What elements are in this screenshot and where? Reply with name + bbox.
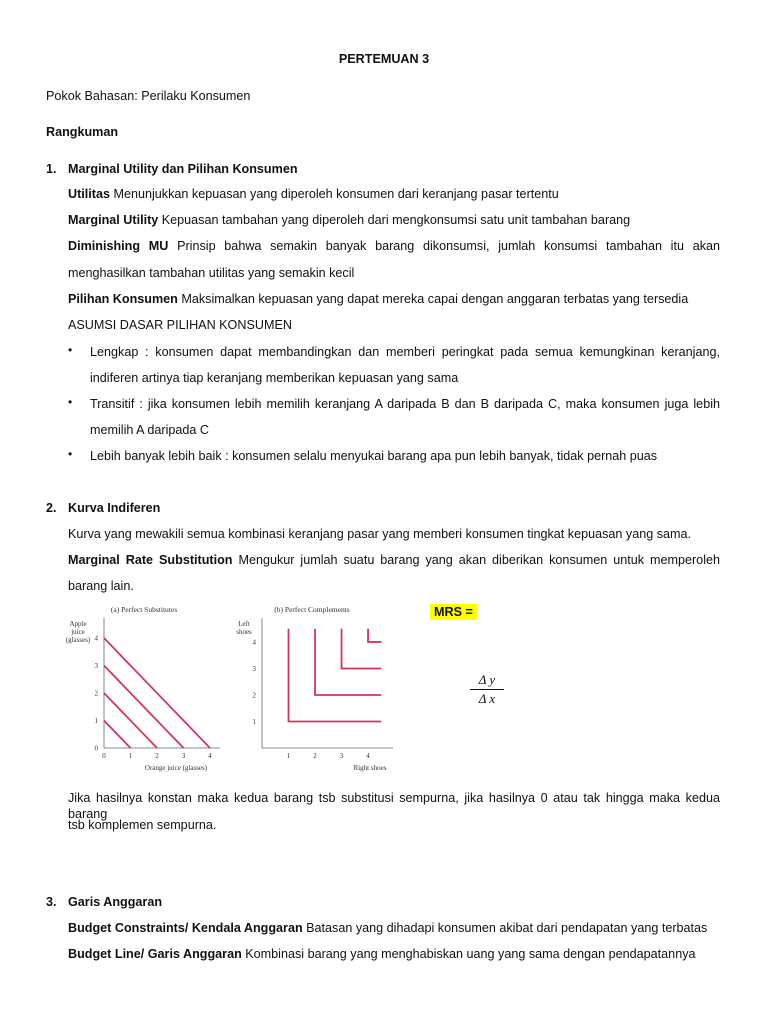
mrs-numerator: Δ y: [478, 672, 496, 687]
definition-term: Diminishing MU: [68, 239, 169, 253]
definition-term: Budget Constraints/ Kendala Anggaran: [68, 921, 303, 935]
x-tick-label: 3: [181, 752, 186, 760]
definition-text: Maksimalkan kepuasan yang dapat mereka capai dengan anggaran terbatas yang tersedia: [177, 292, 689, 306]
section-2-heading: Kurva Indiferen: [68, 501, 161, 515]
summary-heading: Rangkuman: [46, 125, 119, 139]
definition-mrs: [68, 552, 720, 568]
definition-term: Pilihan Konsumen: [68, 292, 178, 306]
definition-text: Kepuasan tambahan yang diperoleh dari mengkonsumsi satu unit tambahan barang: [158, 213, 631, 227]
y-axis-label-line: Left: [238, 620, 250, 628]
mrs-fraction: [470, 672, 504, 707]
x-tick-label: 2: [313, 752, 317, 760]
definition-term: Marginal Rate Substitution: [68, 553, 233, 567]
page-title: PERTEMUAN 3: [338, 52, 430, 66]
fraction-bar: [470, 689, 504, 690]
mrs-denominator: Δ x: [478, 691, 496, 706]
x-axis-label: Orange juice (glasses): [144, 764, 208, 772]
kurva-indiferen-text: Kurva yang mewakili semua kombinasi keranjang pasar yang memberi konsumen tingkat kepuasan yang sama.: [68, 527, 692, 541]
bullet-transitif-cont: memilih A daripada C: [90, 423, 210, 437]
assumptions-heading: ASUMSI DASAR PILIHAN KONSUMEN: [68, 318, 292, 332]
y-tick-label: 1: [94, 717, 98, 725]
chart-perfect-complements: [228, 600, 408, 780]
conclusion-line-1: Jika hasilnya konstan maka kedua barang tsb substitusi sempurna, jika hasilnya 0 atau tak hingga maka kedua barang: [68, 791, 720, 821]
definition-mrs-cont: barang lain.: [68, 579, 134, 593]
y-tick-label: 4: [252, 638, 256, 647]
y-tick-label: 2: [94, 689, 98, 698]
indifference-curve: [104, 666, 184, 749]
definition-text: Batasan yang dihadapi konsumen akibat dari pendapatan yang terbatas: [302, 921, 708, 935]
indifference-curve: [104, 693, 157, 748]
indifference-curve: [315, 629, 381, 695]
definition-utilitas: [68, 186, 559, 202]
definition-marginal-utility: [68, 212, 630, 228]
y-axis-label-line: (glasses): [65, 636, 91, 644]
section-1-heading: Marginal Utility dan Pilihan Konsumen: [68, 162, 298, 176]
x-tick-label: 0: [102, 752, 106, 760]
definition-text: Mengukur jumlah suatu barang yang akan diberikan konsumen untuk memperoleh: [232, 553, 720, 567]
definition-budget-line: [68, 946, 696, 962]
definition-diminishing-mu-cont: menghasilkan tambahan utilitas yang semakin kecil: [68, 266, 355, 280]
y-tick-label: 3: [94, 662, 98, 670]
definition-text: Prinsip bahwa semakin banyak barang dikonsumsi, jumlah konsumsi tambahan itu akan: [168, 239, 720, 253]
chart-title: (b) Perfect Complements: [274, 605, 350, 614]
y-axis-label-line: shoes: [236, 628, 252, 636]
x-tick-label: 2: [155, 752, 159, 760]
definition-budget-constraints: [68, 920, 707, 936]
definition-term: Budget Line/ Garis Anggaran: [68, 947, 242, 961]
section-3-number: 3.: [46, 895, 57, 909]
bullet-transitif: Transitif : jika konsumen lebih memilih keranjang A daripada B dan B daripada C, maka konsumen juga lebih: [90, 397, 720, 411]
bullet-lebih-banyak: Lebih banyak lebih baik : konsumen selalu menyukai barang apa pun lebih banyak, tidak pernah puas: [90, 449, 658, 463]
x-tick-label: 1: [286, 752, 291, 760]
x-tick-label: 4: [366, 752, 370, 760]
bullet-icon: •: [68, 395, 73, 409]
bullet-icon: •: [68, 343, 73, 357]
bullet-lengkap-cont: indiferen artinya tiap keranjang memberikan kepuasan yang sama: [90, 371, 459, 385]
x-tick-label: 3: [339, 752, 344, 760]
x-tick-label: 1: [128, 752, 133, 760]
definition-term: Marginal Utility: [68, 213, 159, 227]
indifference-curve: [104, 721, 131, 749]
definition-term: Utilitas: [68, 187, 110, 201]
y-tick-label: 3: [252, 664, 256, 673]
subject-line: Pokok Bahasan: Perilaku Konsumen: [46, 89, 251, 103]
y-tick-label: 4: [94, 634, 98, 643]
definition-pilihan-konsumen: [68, 291, 688, 307]
y-tick-label: 0: [94, 744, 98, 753]
indifference-curve: [342, 629, 382, 669]
section-3-heading: Garis Anggaran: [68, 895, 163, 909]
bullet-icon: •: [68, 447, 73, 461]
definition-text: Menunjukkan kepuasan yang diperoleh konsumen dari keranjang pasar tertentu: [110, 187, 559, 201]
section-1-number: 1.: [46, 162, 57, 176]
bullet-lengkap: Lengkap : konsumen dapat membandingkan dan memberi peringkat pada semua kemungkinan keranjang,: [90, 345, 720, 359]
indifference-curve: [368, 629, 381, 642]
definition-text: Kombinasi barang yang menghabiskan uang yang sama dengan pendapatannya: [241, 947, 696, 961]
section-2-number: 2.: [46, 501, 57, 515]
y-axis-label-line: juice: [71, 628, 85, 636]
x-tick-label: 4: [208, 752, 212, 760]
chart-perfect-substitutes: [60, 600, 240, 780]
y-tick-label: 2: [252, 691, 256, 700]
y-axis-label-line: Apple: [69, 620, 87, 628]
chart-title: (a) Perfect Substitutes: [110, 605, 178, 614]
indifference-curve: [104, 638, 210, 748]
conclusion-line-2: tsb komplemen sempurna.: [68, 818, 217, 832]
y-tick-label: 1: [252, 717, 256, 726]
definition-diminishing-mu: [68, 238, 720, 254]
x-axis-label: Right shoes: [353, 764, 387, 772]
mrs-highlight: MRS =: [430, 604, 477, 620]
mrs-label: [430, 604, 477, 620]
